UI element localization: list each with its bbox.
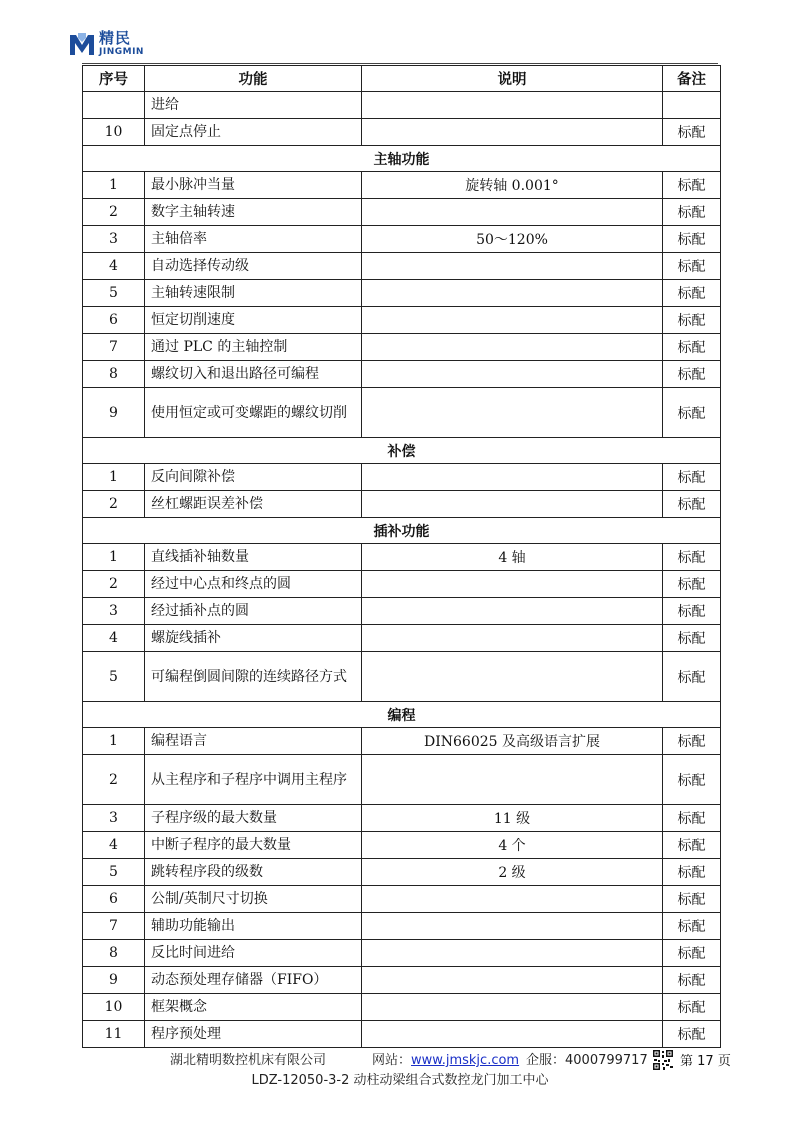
header-seq: 序号: [83, 66, 145, 92]
website-label: 网站：: [372, 1053, 412, 1068]
row-description: [362, 994, 663, 1021]
table-row: [83, 1021, 721, 1048]
row-description: DIN66025 及高级语言扩展: [362, 728, 663, 755]
table-row: [83, 805, 721, 832]
row-description: 2 级: [362, 859, 663, 886]
row-seq: 5: [83, 280, 145, 307]
table-row: [83, 598, 721, 625]
table-row: [83, 253, 721, 280]
footer-line-2: [0, 1069, 800, 1088]
row-description: [362, 464, 663, 491]
row-note: 标配: [663, 307, 721, 334]
model-code: LDZ-12050-3-2: [251, 1073, 350, 1088]
row-note: 标配: [663, 571, 721, 598]
jingmin-logo-icon: [68, 29, 96, 59]
footer-service: [526, 1049, 648, 1068]
row-note: 标配: [663, 913, 721, 940]
table-row: [83, 728, 721, 755]
table-row: [83, 571, 721, 598]
header-function: 功能: [145, 66, 362, 92]
row-note: 标配: [663, 464, 721, 491]
row-seq: 1: [83, 172, 145, 199]
row-function: 固定点停止: [145, 119, 362, 146]
table-row: [83, 832, 721, 859]
row-note: 标配: [663, 1021, 721, 1048]
row-function: 反比时间进给: [145, 940, 362, 967]
row-note: 标配: [663, 334, 721, 361]
row-seq: 6: [83, 886, 145, 913]
row-function: 恒定切削速度: [145, 307, 362, 334]
row-note: 标配: [663, 728, 721, 755]
row-description: 旋转轴 0.001°: [362, 172, 663, 199]
row-note: 标配: [663, 832, 721, 859]
row-description: [362, 280, 663, 307]
row-function: 主轴转速限制: [145, 280, 362, 307]
row-function: 螺旋线插补: [145, 625, 362, 652]
section-header-row: [83, 702, 721, 728]
row-description: 4 个: [362, 832, 663, 859]
row-note: 标配: [663, 388, 721, 438]
model-name: 动柱动梁组合式数控龙门加工中心: [353, 1073, 549, 1088]
table-row: [83, 886, 721, 913]
row-description: [362, 253, 663, 280]
row-description: [362, 307, 663, 334]
company-logo: [68, 26, 144, 62]
row-description: 11 级: [362, 805, 663, 832]
row-function: 框架概念: [145, 994, 362, 1021]
row-function: 动态预处理存储器（FIFO）: [145, 967, 362, 994]
footer-website: [372, 1049, 519, 1068]
row-note: 标配: [663, 544, 721, 571]
row-seq: 7: [83, 913, 145, 940]
row-function: 进给: [145, 92, 362, 119]
header-divider: [82, 63, 718, 64]
row-note: 标配: [663, 199, 721, 226]
row-function: 跳转程序段的级数: [145, 859, 362, 886]
row-function: 直线插补轴数量: [145, 544, 362, 571]
row-description: [362, 940, 663, 967]
service-label: 企服：: [526, 1053, 566, 1068]
row-function: 中断子程序的最大数量: [145, 832, 362, 859]
row-function: 最小脉冲当量: [145, 172, 362, 199]
table-header-row: [83, 66, 721, 92]
row-note: 标配: [663, 598, 721, 625]
header-description: 说明: [362, 66, 663, 92]
table-row: [83, 119, 721, 146]
row-function: 使用恒定或可变螺距的螺纹切削: [145, 388, 362, 438]
row-seq: 11: [83, 1021, 145, 1048]
row-function: 公制/英制尺寸切换: [145, 886, 362, 913]
row-description: [362, 886, 663, 913]
page-prefix: 第: [680, 1054, 694, 1069]
row-description: [362, 491, 663, 518]
row-seq: 4: [83, 625, 145, 652]
section-title: 编程: [83, 702, 721, 728]
row-description: 50～120%: [362, 226, 663, 253]
row-description: [362, 652, 663, 702]
row-note: 标配: [663, 172, 721, 199]
table-row: [83, 361, 721, 388]
row-note: 标配: [663, 226, 721, 253]
qr-code-icon: [652, 1049, 674, 1071]
table-row: [83, 755, 721, 805]
row-function: 自动选择传动级: [145, 253, 362, 280]
website-link[interactable]: www.jmskjc.com: [411, 1053, 520, 1068]
row-description: [362, 361, 663, 388]
page-number: [680, 1050, 731, 1069]
row-description: [362, 119, 663, 146]
table-row: [83, 913, 721, 940]
row-function: 编程语言: [145, 728, 362, 755]
table-row: [83, 464, 721, 491]
table-row: [83, 92, 721, 119]
row-description: [362, 625, 663, 652]
row-note: [663, 92, 721, 119]
table-row: [83, 280, 721, 307]
table-row: [83, 967, 721, 994]
row-function: 数字主轴转速: [145, 199, 362, 226]
row-description: 4 轴: [362, 544, 663, 571]
table-row: [83, 172, 721, 199]
row-description: [362, 967, 663, 994]
page-suffix: 页: [717, 1054, 731, 1069]
row-description: [362, 913, 663, 940]
row-seq: 10: [83, 119, 145, 146]
row-seq: 4: [83, 253, 145, 280]
row-seq: 2: [83, 491, 145, 518]
logo-english-name: JINGMIN: [99, 47, 144, 57]
row-seq: 3: [83, 805, 145, 832]
section-title: 插补功能: [83, 518, 721, 544]
table-row: [83, 940, 721, 967]
table-row: [83, 307, 721, 334]
row-function: 程序预处理: [145, 1021, 362, 1048]
row-description: [362, 1021, 663, 1048]
section-title: 主轴功能: [83, 146, 721, 172]
spec-table-body: [83, 92, 721, 1048]
row-seq: 2: [83, 571, 145, 598]
row-function: 丝杠螺距误差补偿: [145, 491, 362, 518]
row-seq: 3: [83, 226, 145, 253]
row-seq: 1: [83, 728, 145, 755]
row-description: [362, 92, 663, 119]
row-seq: 8: [83, 361, 145, 388]
row-function: 子程序级的最大数量: [145, 805, 362, 832]
row-seq: 6: [83, 307, 145, 334]
section-header-row: [83, 438, 721, 464]
row-seq: 9: [83, 967, 145, 994]
table-row: [83, 652, 721, 702]
row-description: [362, 571, 663, 598]
row-note: 标配: [663, 805, 721, 832]
row-function: 可编程倒圆间隙的连续路径方式: [145, 652, 362, 702]
row-seq: 10: [83, 994, 145, 1021]
row-note: 标配: [663, 280, 721, 307]
row-seq: 1: [83, 464, 145, 491]
row-note: 标配: [663, 967, 721, 994]
row-function: 主轴倍率: [145, 226, 362, 253]
row-note: 标配: [663, 755, 721, 805]
row-description: [362, 598, 663, 625]
row-function: 经过插补点的圆: [145, 598, 362, 625]
table-row: [83, 226, 721, 253]
spec-table: [82, 65, 721, 1048]
table-row: [83, 994, 721, 1021]
table-row: [83, 544, 721, 571]
table-row: [83, 334, 721, 361]
row-function: 螺纹切入和退出路径可编程: [145, 361, 362, 388]
row-function: 反向间隙补偿: [145, 464, 362, 491]
row-seq: 7: [83, 334, 145, 361]
page-number-value: 17: [697, 1054, 714, 1069]
row-description: [362, 755, 663, 805]
row-note: 标配: [663, 652, 721, 702]
row-note: 标配: [663, 119, 721, 146]
row-seq: 1: [83, 544, 145, 571]
row-note: 标配: [663, 886, 721, 913]
row-seq: 2: [83, 755, 145, 805]
row-seq: [83, 92, 145, 119]
row-function: 辅助功能输出: [145, 913, 362, 940]
row-seq: 4: [83, 832, 145, 859]
row-note: 标配: [663, 491, 721, 518]
section-title: 补偿: [83, 438, 721, 464]
section-header-row: [83, 146, 721, 172]
row-function: 通过 PLC 的主轴控制: [145, 334, 362, 361]
section-header-row: [83, 518, 721, 544]
row-description: [362, 334, 663, 361]
row-seq: 2: [83, 199, 145, 226]
table-row: [83, 199, 721, 226]
row-seq: 9: [83, 388, 145, 438]
row-seq: 5: [83, 652, 145, 702]
row-function: 从主程序和子程序中调用主程序: [145, 755, 362, 805]
table-row: [83, 625, 721, 652]
row-note: 标配: [663, 940, 721, 967]
row-seq: 3: [83, 598, 145, 625]
table-row: [83, 388, 721, 438]
footer-company: 湖北精明数控机床有限公司: [170, 1053, 327, 1068]
row-note: 标配: [663, 253, 721, 280]
table-row: [83, 859, 721, 886]
table-row: [83, 491, 721, 518]
row-note: 标配: [663, 859, 721, 886]
row-description: [362, 199, 663, 226]
logo-chinese-name: 精民: [99, 29, 132, 47]
row-seq: 5: [83, 859, 145, 886]
row-note: 标配: [663, 361, 721, 388]
header-note: 备注: [663, 66, 721, 92]
row-note: 标配: [663, 994, 721, 1021]
row-description: [362, 388, 663, 438]
service-phone: 4000799717: [565, 1053, 648, 1068]
row-note: 标配: [663, 625, 721, 652]
row-seq: 8: [83, 940, 145, 967]
row-function: 经过中心点和终点的圆: [145, 571, 362, 598]
